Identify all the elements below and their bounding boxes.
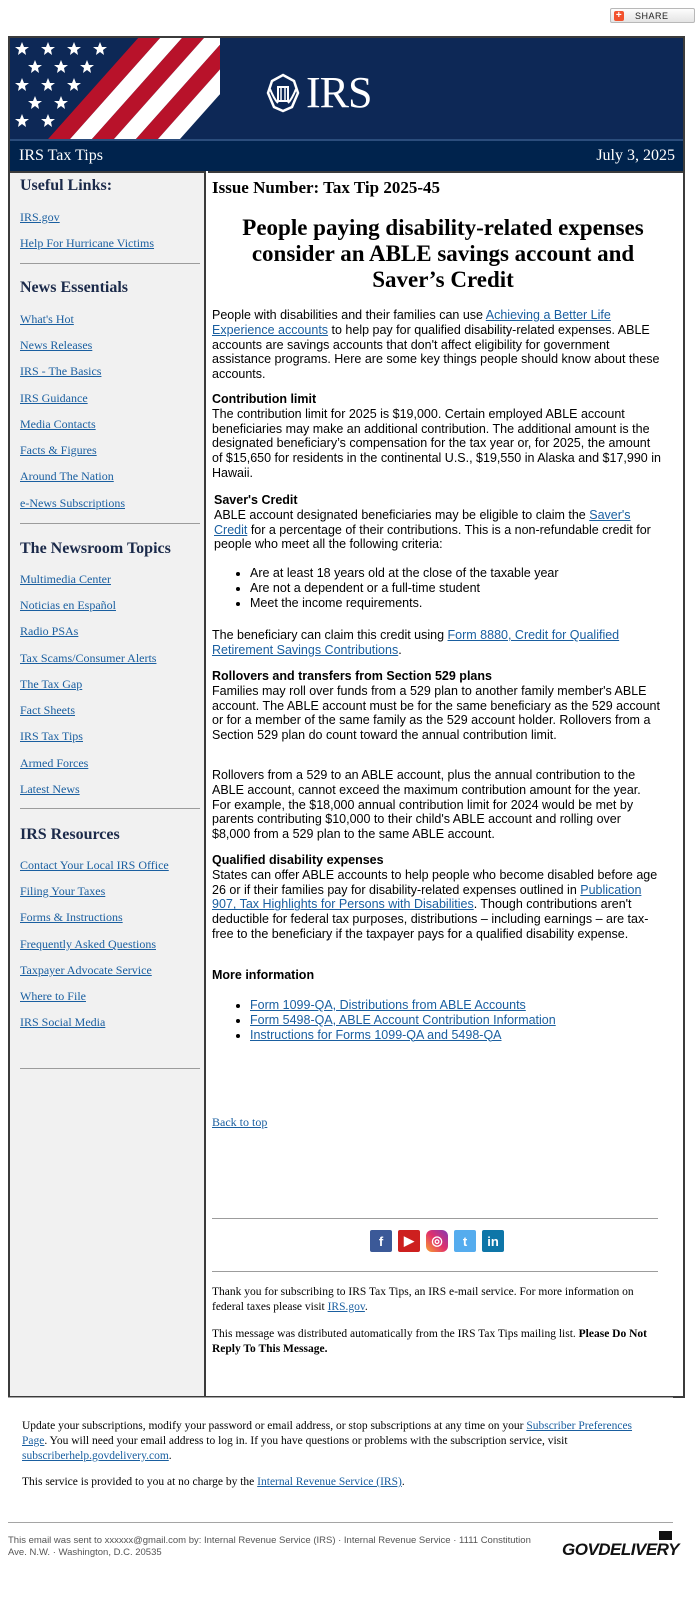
divider <box>20 1068 200 1069</box>
able-accounts-link[interactable]: Achieving a Better Life Experience accounts <box>212 308 611 337</box>
sidebar-link[interactable]: Fact Sheets <box>20 703 75 717</box>
subscription-note: Thank you for subscribing to IRS Tax Tips, an IRS e-mail service. For more information on federal taxes please visit IRS.gov. <box>212 1286 634 1313</box>
list-item: • Are not a dependent or a full-time student <box>250 581 662 596</box>
envelope-icon <box>659 1531 672 1540</box>
sidebar-link[interactable]: Radio PSAs <box>20 624 79 638</box>
sidebar-link[interactable]: Facts & Figures <box>20 443 97 457</box>
savers-credit-link[interactable]: Saver's Credit <box>214 507 631 537</box>
divider <box>20 808 200 809</box>
divider <box>20 523 200 524</box>
contribution-section: Contribution limit The contribution limit for 2025 is $19,000. Certain employed ABLE account beneficiaries may make an additional contribution. The additional amount is the designated beneficiary’s compensation for the tax year or, for 2025, the amount of $15,650 for residents in the continental U.S., $19,550 in Alaska and $17,990 in Hawaii. <box>212 392 661 480</box>
more-info-list <box>212 998 662 1042</box>
sidebar-link[interactable]: The Tax Gap <box>20 677 83 691</box>
sidebar-link[interactable]: Around The Nation <box>20 469 114 483</box>
sidebar-link[interactable]: IRS Social Media <box>20 1015 106 1029</box>
irs-gov-link[interactable]: IRS.gov <box>327 1301 365 1313</box>
sidebar-link-irs-gov[interactable]: IRS.gov <box>20 210 60 224</box>
distribution-note: This message was distributed automatically from the IRS Tax Tips mailing list. Please Do Not Reply To This Message. <box>212 1328 647 1355</box>
sidebar-link[interactable]: Where to File <box>20 989 86 1003</box>
sidebar-link[interactable]: Forms & Instructions <box>20 910 123 924</box>
instagram-icon[interactable]: ◎ <box>426 1230 448 1252</box>
sidebar-link[interactable]: Armed Forces <box>20 756 89 770</box>
article-headline: People paying disability-related expenses consider an ABLE savings account and Saver’s Credit <box>242 215 644 292</box>
sidebar-link[interactable]: Multimedia Center <box>20 572 111 586</box>
sidebar-link[interactable]: News Releases <box>20 338 93 352</box>
twitter-icon[interactable]: t <box>454 1230 476 1252</box>
service-note: This service is provided to you at no charge by the Internal Revenue Service (IRS). <box>22 1476 405 1488</box>
form-5498-qa-link[interactable]: Form 5498-QA, ABLE Account Contribution Information <box>250 1012 556 1027</box>
expenses-section: Qualified disability expenses States can offer ABLE accounts to help people who become disabled before age 26 or if their families pay for disability-related expenses outlined in Publication 907, Tax Highlights for Persons with Disabilities. Though contributions aren't deductible for federal tax purposes, distributions – including earnings – are tax-free to the beneficiary if the taxpayer pays for a qualified disability expense. <box>212 853 658 941</box>
sidebar-link[interactable]: IRS - The Basics <box>20 364 102 378</box>
claim-paragraph: The beneficiary can claim this credit using Form 8880, Credit for Qualified Retirement Savings Contributions. <box>212 628 620 657</box>
sidebar-link[interactable]: Contact Your Local IRS Office <box>20 858 169 872</box>
instructions-link[interactable]: Instructions for Forms 1099-QA and 5498-QA <box>250 1027 502 1042</box>
irs-logo <box>264 68 372 117</box>
sidebar-link[interactable]: What's Hot <box>20 312 74 326</box>
irs-resources-heading: IRS Resources <box>20 826 120 843</box>
facebook-icon[interactable]: f <box>370 1230 392 1252</box>
sidebar <box>10 171 206 1396</box>
irs-wordmark: IRS <box>306 68 372 117</box>
rollovers-example: Rollovers from a 529 to an ABLE account, plus the annual contribution to the ABLE account, cannot exceed the maximum contribution amount for the year. For example, the $18,000 annual contribution limit for 2024 would be met by parents contributing $10,000 to their child's ABLE account and rolling over $8,000 from a 529 plan to the same ABLE account. <box>212 768 641 842</box>
form-1099-qa-link[interactable]: Form 1099-QA, Distributions from ABLE Accounts <box>250 998 526 1012</box>
sender-info: This email was sent to xxxxxx@gmail.com by: Internal Revenue Service (IRS) · Internal Revenue Service · 1111 Constitution Ave. N.W. · Washington, D.C. 20535 <box>8 1535 531 1558</box>
section-heading: Saver's Credit <box>214 493 298 507</box>
publication-907-link[interactable]: Publication 907, Tax Highlights for Persons with Disabilities <box>212 882 642 912</box>
sidebar-link[interactable]: Taxpayer Advocate Service <box>20 963 152 977</box>
sidebar-link[interactable]: e-News Subscriptions <box>20 496 125 510</box>
savers-section: Saver's Credit ABLE account designated beneficiaries may be eligible to claim the Saver's Credit for a percentage of their contributions. This is a non-refundable credit for people who meet all the following criteria: <box>214 493 651 552</box>
issue-number: Issue Number: Tax Tip 2025-45 <box>212 178 440 197</box>
sidebar-link[interactable]: Latest News <box>20 782 80 796</box>
divider <box>8 1522 673 1523</box>
sidebar-link[interactable]: Filing Your Taxes <box>20 884 106 898</box>
sidebar-link-hurricane[interactable]: Help For Hurricane Victims <box>20 236 155 250</box>
newsletter-name: IRS Tax Tips <box>19 147 103 164</box>
form-8880-link[interactable]: Form 8880, Credit for Qualified Retirement Savings Contributions <box>212 628 620 657</box>
sidebar-link[interactable]: Noticias en Español <box>20 598 116 612</box>
divider <box>212 1218 658 1219</box>
sidebar-link[interactable]: Tax Scams/Consumer Alerts <box>20 651 157 665</box>
newsletter-frame <box>8 36 685 1398</box>
header-banner <box>10 38 683 139</box>
newsroom-topics-heading: The Newsroom Topics <box>20 540 171 557</box>
useful-links-heading: Useful Links: <box>20 177 113 194</box>
divider <box>20 263 200 264</box>
eagle-emblem-icon <box>264 73 302 113</box>
title-bar <box>10 139 683 171</box>
sidebar-link[interactable]: IRS Guidance <box>20 391 88 405</box>
subscription-management-note: Update your subscriptions, modify your password or email address, or stop subscriptions at any time on your Subscriber Preferences Page. You will need your email address to log in. If you have questions or problems with the subscription service, visit subscriberhelp.govdelivery.com. <box>22 1420 633 1462</box>
sidebar-link[interactable]: Frequently Asked Questions <box>20 937 156 951</box>
subscriber-help-link[interactable]: subscriberhelp.govdelivery.com <box>22 1450 169 1462</box>
subscriber-preferences-link[interactable]: Subscriber Preferences Page <box>22 1420 633 1447</box>
sidebar-link[interactable]: IRS Tax Tips <box>20 729 83 743</box>
share-label: SHARE <box>635 11 669 21</box>
irs-link[interactable]: Internal Revenue Service (IRS) <box>257 1476 402 1488</box>
divider <box>8 1397 673 1398</box>
back-to-top-link[interactable]: Back to top <box>212 1115 268 1129</box>
intro-paragraph: People with disabilities and their families can use Achieving a Better Life Experience accounts to help pay for qualified disability-related expenses. ABLE accounts are savings accounts that don't affect eligibility for government assistance programs. Here are some key things people should know about these accounts. <box>212 308 660 382</box>
linkedin-icon[interactable]: in <box>482 1230 504 1252</box>
american-flag-graphic <box>10 38 220 139</box>
social-links <box>370 1230 504 1252</box>
share-button[interactable] <box>610 8 695 23</box>
plus-icon: + <box>615 10 623 21</box>
list-item: • Meet the income requirements. <box>250 596 662 611</box>
criteria-list <box>212 566 662 610</box>
sidebar-link[interactable]: Media Contacts <box>20 417 96 431</box>
rollovers-section: Rollovers and transfers from Section 529 plans Families may roll over funds from a 529 plan to another family member's ABLE account. The ABLE account must be for the same beneficiary as the 529 account or for a member of the same family as the 529 account holder. Rollovers from a Section 529 plan do count toward the annual contribution limit. <box>212 669 660 743</box>
news-essentials-heading: News Essentials <box>20 279 129 296</box>
list-item: • Are at least 18 years old at the close of the taxable year <box>250 566 662 581</box>
section-heading: Rollovers and transfers from Section 529 plans <box>212 669 492 683</box>
govdelivery-logo[interactable]: GOVDELIVERY <box>562 1540 679 1559</box>
section-heading: Contribution limit <box>212 392 317 406</box>
article <box>208 171 683 1396</box>
issue-date: July 3, 2025 <box>596 147 675 164</box>
youtube-icon[interactable]: ▶ <box>398 1230 420 1252</box>
divider <box>212 1271 658 1272</box>
more-info-heading: More information <box>212 968 315 982</box>
section-heading: Qualified disability expenses <box>212 853 384 867</box>
